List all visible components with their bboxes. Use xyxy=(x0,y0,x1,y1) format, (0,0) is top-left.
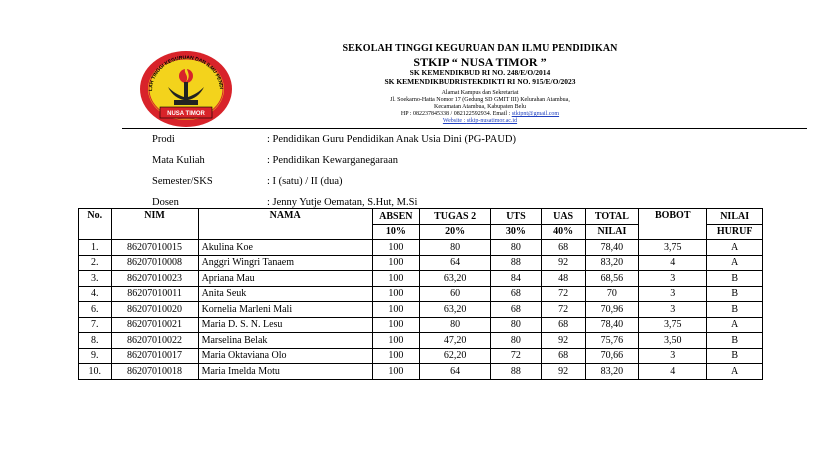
cell-tugas: 64 xyxy=(419,364,490,380)
cell-tugas: 60 xyxy=(419,286,490,302)
table-row xyxy=(79,255,763,271)
cell-no: 10. xyxy=(79,364,112,380)
cell-total: 68,56 xyxy=(585,271,639,287)
cell-bobot: 3 xyxy=(639,271,707,287)
cell-tugas: 62,20 xyxy=(419,348,490,364)
weight-absen: 10% xyxy=(372,224,419,240)
cell-grade: B xyxy=(707,333,763,349)
info-row-lecturer: Dosen : Jenny Yutje Oematan, S.Hut, M.Si xyxy=(152,197,418,208)
cell-bobot: 3,75 xyxy=(639,317,707,333)
cell-name: Anita Seuk xyxy=(198,286,372,302)
contact-phone: HP : 082237845338 / 082122592934. Email : xyxy=(400,111,512,118)
cell-uas: 92 xyxy=(541,255,585,271)
cell-nim: 86207010017 xyxy=(111,348,198,364)
logo-banner-text: NUSA TIMOR xyxy=(167,111,205,117)
col-bobot: BOBOT xyxy=(639,209,707,240)
cell-uts: 68 xyxy=(491,302,541,318)
cell-uts: 72 xyxy=(491,348,541,364)
cell-uas: 48 xyxy=(541,271,585,287)
col-uas: UAS xyxy=(541,209,585,225)
table-body xyxy=(79,240,763,380)
cell-total: 78,40 xyxy=(585,240,639,256)
cell-uas: 92 xyxy=(541,364,585,380)
cell-tugas: 63,20 xyxy=(419,271,490,287)
weight-uts: 30% xyxy=(491,224,541,240)
cell-absen: 100 xyxy=(372,286,419,302)
cell-no: 4. xyxy=(79,286,112,302)
table-row xyxy=(79,364,763,380)
header-divider xyxy=(122,128,807,129)
cell-grade: B xyxy=(707,348,763,364)
cell-absen: 100 xyxy=(372,333,419,349)
cell-absen: 100 xyxy=(372,271,419,287)
cell-uts: 88 xyxy=(491,255,541,271)
email-link[interactable]: stkipnt@gmail.com xyxy=(511,111,560,118)
website-line xyxy=(300,118,660,125)
col-uts: UTS xyxy=(491,209,541,225)
cell-bobot: 4 xyxy=(639,255,707,271)
cell-total: 75,76 xyxy=(585,333,639,349)
cell-tugas: 63,20 xyxy=(419,302,490,318)
cell-tugas: 64 xyxy=(419,255,490,271)
cell-grade: B xyxy=(707,302,763,318)
cell-name: Maria D. S. N. Lesu xyxy=(198,317,372,333)
address-line-1: Jl. Soekarno-Hatta Nomor 17 (Gedung SD GMIT III) Kelurahan Atambua, xyxy=(390,96,570,103)
cell-total: 83,20 xyxy=(585,255,639,271)
institution-short-name: STKIP “ NUSA TIMOR ” xyxy=(413,54,547,69)
cell-uas: 72 xyxy=(541,286,585,302)
cell-grade: A xyxy=(707,240,763,256)
table-header-row xyxy=(79,209,763,225)
address-label: Alamat Kampus dan Sekretariat xyxy=(441,89,519,96)
table-row xyxy=(79,348,763,364)
col-nim: NIM xyxy=(111,209,198,240)
grades-table xyxy=(78,208,763,380)
cell-uas: 68 xyxy=(541,317,585,333)
cell-bobot: 3 xyxy=(639,286,707,302)
cell-uas: 92 xyxy=(541,333,585,349)
institution-logo xyxy=(138,49,234,129)
cell-nim: 86207010020 xyxy=(111,302,198,318)
logo-ring-text: LAH TINGGI KEGURUAN DAN ILMU PENDI xyxy=(147,54,224,92)
cell-name: Marselina Belak xyxy=(198,333,372,349)
cell-total: 70,66 xyxy=(585,348,639,364)
cell-uts: 84 xyxy=(491,271,541,287)
cell-total: 70,96 xyxy=(585,302,639,318)
cell-no: 8. xyxy=(79,333,112,349)
cell-no: 7. xyxy=(79,317,112,333)
table-row xyxy=(79,240,763,256)
cell-bobot: 4 xyxy=(639,364,707,380)
info-row-semester: Semester/SKS : I (satu) / II (dua) xyxy=(152,176,343,187)
cell-bobot: 3,50 xyxy=(639,333,707,349)
cell-nim: 86207010023 xyxy=(111,271,198,287)
cell-nim: 86207010015 xyxy=(111,240,198,256)
website-prefix: Website : xyxy=(442,118,467,125)
weight-tugas: 20% xyxy=(419,224,490,240)
address-line-2: Kecamatan Atambua, Kabupaten Belu xyxy=(434,103,526,110)
cell-total: 70 xyxy=(585,286,639,302)
cell-grade: A xyxy=(707,255,763,271)
cell-uas: 72 xyxy=(541,302,585,318)
cell-bobot: 3,75 xyxy=(639,240,707,256)
cell-no: 1. xyxy=(79,240,112,256)
website-link[interactable]: stkip-nusatimor.ac.id xyxy=(466,118,518,125)
cell-uts: 88 xyxy=(491,364,541,380)
table-row xyxy=(79,286,763,302)
table-row xyxy=(79,302,763,318)
cell-nim: 86207010008 xyxy=(111,255,198,271)
cell-uts: 80 xyxy=(491,317,541,333)
cell-name: Maria Oktaviana Olo xyxy=(198,348,372,364)
cell-grade: B xyxy=(707,271,763,287)
table-row xyxy=(79,333,763,349)
col-total: TOTAL xyxy=(585,209,639,225)
cell-tugas: 80 xyxy=(419,317,490,333)
cell-tugas: 80 xyxy=(419,240,490,256)
cell-name: Anggri Wingri Tanaem xyxy=(198,255,372,271)
cell-nim: 86207010018 xyxy=(111,364,198,380)
cell-grade: A xyxy=(707,317,763,333)
cell-total: 78,40 xyxy=(585,317,639,333)
info-row-course: Mata Kuliah : Pendidikan Kewarganegaraan xyxy=(152,155,399,166)
info-row-prodi: Prodi : Pendidikan Guru Pendidikan Anak Usia Dini (PG-PAUD) xyxy=(152,134,516,145)
decree-2: SK KEMENDIKBUDRISTEKDIKTI RI NO. 915/E/O/2023 xyxy=(384,76,576,86)
cell-bobot: 3 xyxy=(639,348,707,364)
cell-uas: 68 xyxy=(541,348,585,364)
cell-absen: 100 xyxy=(372,240,419,256)
cell-name: Maria Imelda Motu xyxy=(198,364,372,380)
col-nilai-sub: HURUF xyxy=(707,224,763,240)
cell-no: 9. xyxy=(79,348,112,364)
cell-absen: 100 xyxy=(372,348,419,364)
cell-name: Akulina Koe xyxy=(198,240,372,256)
cell-grade: A xyxy=(707,364,763,380)
weight-uas: 40% xyxy=(541,224,585,240)
cell-uts: 80 xyxy=(491,240,541,256)
col-total-sub: NILAI xyxy=(585,224,639,240)
cell-uts: 80 xyxy=(491,333,541,349)
col-absen: ABSEN xyxy=(372,209,419,225)
col-tugas: TUGAS 2 xyxy=(419,209,490,225)
cell-name: Apriana Mau xyxy=(198,271,372,287)
cell-no: 2. xyxy=(79,255,112,271)
cell-absen: 100 xyxy=(372,364,419,380)
cell-tugas: 47,20 xyxy=(419,333,490,349)
col-nilai: NILAI xyxy=(707,209,763,225)
cell-uts: 68 xyxy=(491,286,541,302)
cell-absen: 100 xyxy=(372,302,419,318)
cell-total: 83,20 xyxy=(585,364,639,380)
institution-header xyxy=(300,43,660,125)
cell-grade: B xyxy=(707,286,763,302)
cell-bobot: 3 xyxy=(639,302,707,318)
cell-no: 3. xyxy=(79,271,112,287)
table-row xyxy=(79,317,763,333)
cell-nim: 86207010021 xyxy=(111,317,198,333)
institution-name: SEKOLAH TINGGI KEGURUAN DAN ILMU PENDIDIKAN xyxy=(342,43,618,54)
cell-no: 6. xyxy=(79,302,112,318)
cell-nim: 86207010011 xyxy=(111,286,198,302)
cell-nim: 86207010022 xyxy=(111,333,198,349)
decree-1: SK KEMENDIKBUD RI NO. 248/E/O/2014 xyxy=(409,68,551,78)
cell-absen: 100 xyxy=(372,255,419,271)
contact-line xyxy=(300,111,660,118)
col-no: No. xyxy=(79,209,112,240)
cell-name: Kornelia Marleni Mali xyxy=(198,302,372,318)
col-nama: NAMA xyxy=(198,209,372,240)
cell-absen: 100 xyxy=(372,317,419,333)
cell-uas: 68 xyxy=(541,240,585,256)
table-row xyxy=(79,271,763,287)
